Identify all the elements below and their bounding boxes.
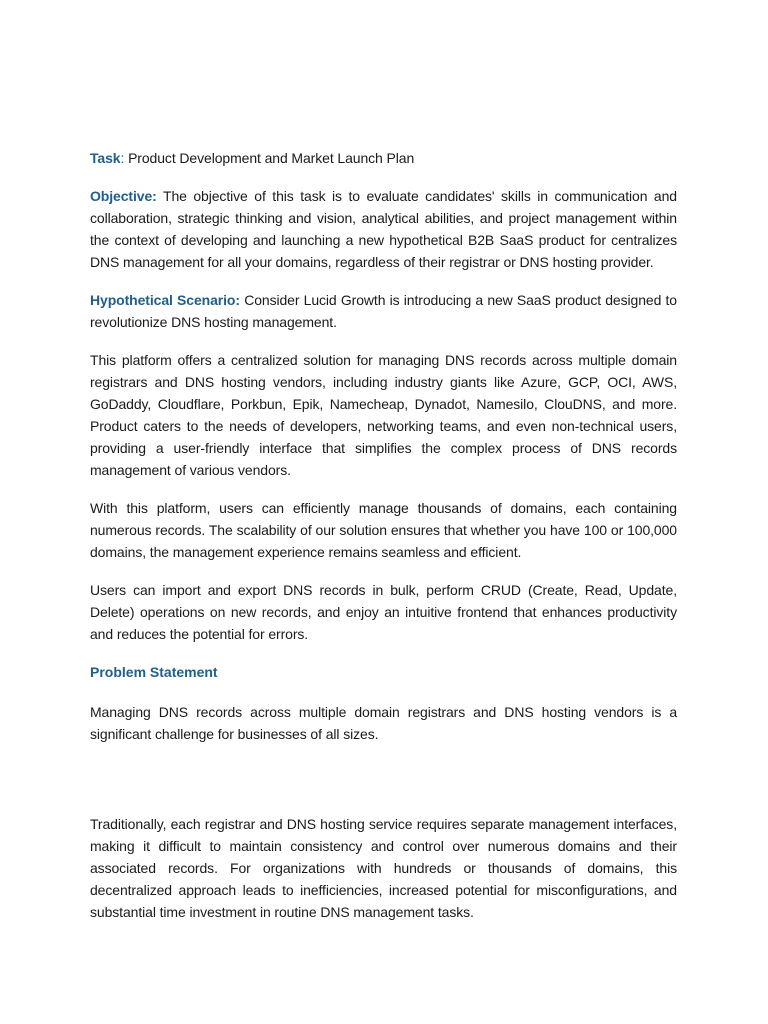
task-label: Task	[90, 150, 121, 166]
scenario-label: Hypothetical Scenario:	[90, 292, 240, 308]
objective-text: The objective of this task is to evaluate candidates' skills in communication and collaboration, strategic thinking and vision, analytical abilities, and project management within the context of developing and launching a new hypothetical B2B SaaS product for centralizes DNS management for all your domains, regardless of their registrar or DNS hosting provider.	[90, 188, 677, 270]
task-text: Product Development and Market Launch Plan	[124, 150, 415, 166]
problem-statement-heading: Problem Statement	[90, 664, 218, 680]
scalability-paragraph: With this platform, users can efficiently manage thousands of domains, each containing numerous records. The scalability of our solution ensures that whether you have 100 or 100,000 domains, the management experience remains seamless and efficient.	[90, 500, 677, 560]
crud-paragraph: Users can import and export DNS records in bulk, perform CRUD (Create, Read, Update, Delete) operations on new records, and enjoy an intuitive frontend that enhances productivity and reduces the potential for errors.	[90, 582, 677, 642]
scenario-paragraph	[90, 289, 677, 333]
task-separator: :	[120, 150, 125, 166]
objective-paragraph	[90, 185, 677, 273]
task-line	[90, 147, 677, 169]
scenario-text: Consider Lucid Growth is introducing a new SaaS product designed to revolutionize DNS hosting management.	[90, 292, 677, 330]
document-page	[90, 147, 677, 939]
objective-label: Objective:	[90, 188, 157, 204]
paragraph-spacer	[90, 761, 677, 813]
platform-paragraph: This platform offers a centralized solution for managing DNS records across multiple domain registrars and DNS hosting vendors, including industry giants like Azure, GCP, OCI, AWS, GoDaddy, Cloudflare, Porkbun, Epik, Namecheap, Dynadot, Namesilo, ClouDNS, and more. Product caters to the needs of developers, networking teams, and even non-technical users, providing a user-friendly interface that simplifies the complex process of DNS records management of various vendors.	[90, 352, 677, 478]
problem-paragraph-2: Traditionally, each registrar and DNS hosting service requires separate management interfaces, making it difficult to maintain consistency and control over numerous domains and their associated records. For organizations with hundreds or thousands of domains, this decentralized approach leads to inefficiencies, increased potential for misconfigurations, and substantial time investment in routine DNS management tasks.	[90, 816, 677, 920]
problem-paragraph-1: Managing DNS records across multiple domain registrars and DNS hosting vendors is a significant challenge for businesses of all sizes.	[90, 704, 677, 742]
